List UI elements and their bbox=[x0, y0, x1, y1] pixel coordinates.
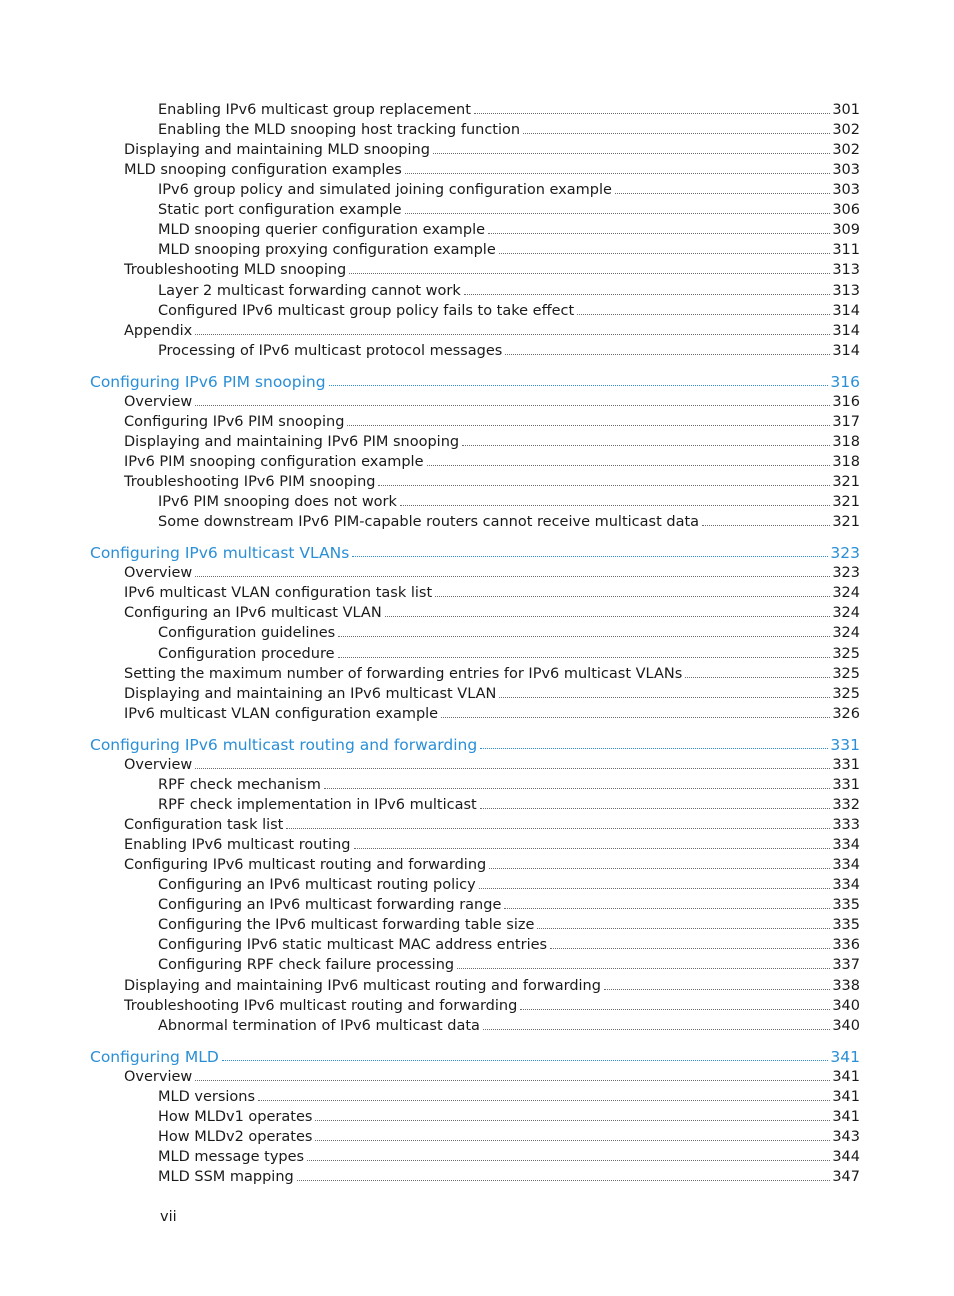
toc-entry-page: 347 bbox=[832, 1169, 860, 1185]
toc-entry-page: 323 bbox=[830, 544, 860, 562]
toc-entry-page: 331 bbox=[832, 757, 860, 773]
toc-entry-page: 336 bbox=[832, 937, 860, 953]
dot-leader bbox=[338, 636, 830, 637]
dot-leader bbox=[433, 153, 830, 154]
toc-entry-page: 341 bbox=[832, 1089, 860, 1105]
toc-entry-title: Troubleshooting IPv6 multicast routing and forwarding bbox=[124, 998, 518, 1014]
dot-leader bbox=[480, 748, 828, 749]
dot-leader bbox=[347, 425, 830, 426]
toc-entry-page: 333 bbox=[832, 817, 860, 833]
toc-entry-page: 306 bbox=[832, 202, 860, 218]
toc-entry-title: Displaying and maintaining IPv6 PIM snooping bbox=[124, 434, 460, 450]
toc-entry-page: 341 bbox=[832, 1109, 860, 1125]
toc-entry-title: Configuring the IPv6 multicast forwarding table size bbox=[158, 917, 535, 933]
toc-entry-title: How MLDv2 operates bbox=[158, 1129, 313, 1145]
toc-entry-title: How MLDv1 operates bbox=[158, 1109, 313, 1125]
toc-entry-title: Layer 2 multicast forwarding cannot work bbox=[158, 283, 461, 299]
toc-entry[interactable] bbox=[124, 413, 860, 431]
toc-entry-page: 332 bbox=[832, 797, 860, 813]
toc-entry[interactable] bbox=[158, 201, 860, 219]
dot-leader bbox=[324, 788, 830, 789]
dot-leader bbox=[195, 405, 830, 406]
toc-entry-page: 331 bbox=[830, 736, 860, 754]
toc-entry-page: 324 bbox=[832, 625, 860, 641]
dot-leader bbox=[405, 213, 831, 214]
toc-entry[interactable] bbox=[158, 896, 860, 914]
toc-entry-title: Configuring IPv6 static multicast MAC address entries bbox=[158, 937, 548, 953]
toc-entry[interactable] bbox=[124, 473, 860, 491]
toc-entry-page: 324 bbox=[832, 585, 860, 601]
toc-entry-title: Setting the maximum number of forwarding entries for IPv6 multicast VLANs bbox=[124, 666, 683, 682]
toc-entry-page: 343 bbox=[832, 1129, 860, 1145]
toc-entry[interactable] bbox=[158, 1017, 860, 1035]
dot-leader bbox=[352, 556, 828, 557]
toc-entry[interactable] bbox=[124, 141, 860, 159]
toc-entry[interactable] bbox=[158, 241, 860, 259]
toc-entry-page: 334 bbox=[832, 857, 860, 873]
toc-entry-title: IPv6 group policy and simulated joining configuration example bbox=[158, 182, 612, 198]
toc-entry-title: MLD versions bbox=[158, 1089, 256, 1105]
toc-entry-title: Configuration guidelines bbox=[158, 625, 336, 641]
toc-entry-title: Displaying and maintaining IPv6 multicast routing and forwarding bbox=[124, 978, 601, 994]
dot-leader bbox=[457, 968, 830, 969]
dot-leader bbox=[400, 505, 830, 506]
toc-entry[interactable] bbox=[158, 936, 860, 954]
toc-entry-page: 321 bbox=[832, 514, 860, 530]
dot-leader bbox=[354, 848, 831, 849]
dot-leader bbox=[338, 657, 831, 658]
toc-entry-title: Some downstream IPv6 PIM-capable routers cannot receive multicast data bbox=[158, 514, 700, 530]
dot-leader bbox=[577, 314, 830, 315]
toc-entry[interactable] bbox=[124, 816, 860, 834]
toc-entry[interactable] bbox=[158, 342, 860, 360]
toc-entry-page: 318 bbox=[832, 454, 860, 470]
toc-entry[interactable] bbox=[124, 856, 860, 874]
toc-entry[interactable] bbox=[158, 645, 860, 663]
toc-entry-page: 331 bbox=[832, 777, 860, 793]
toc-entry-page: 316 bbox=[832, 394, 860, 410]
dot-leader bbox=[195, 768, 830, 769]
toc-entry-title: IPv6 multicast VLAN configuration task list bbox=[124, 585, 433, 601]
dot-leader bbox=[222, 1060, 829, 1061]
toc-entry-page: 340 bbox=[832, 1018, 860, 1034]
toc-chapter-entry[interactable] bbox=[90, 1048, 860, 1066]
toc-entry[interactable] bbox=[158, 121, 860, 139]
dot-leader bbox=[474, 113, 830, 114]
toc-entry[interactable] bbox=[124, 564, 860, 582]
toc-entry-page: 325 bbox=[832, 686, 860, 702]
toc-entry-title: Overview bbox=[124, 757, 193, 773]
toc-entry[interactable] bbox=[124, 685, 860, 703]
toc-entry[interactable] bbox=[124, 997, 860, 1015]
toc-entry-title: IPv6 PIM snooping does not work bbox=[158, 494, 397, 510]
toc-entry-page: 325 bbox=[832, 666, 860, 682]
toc-entry-page: 317 bbox=[832, 414, 860, 430]
dot-leader bbox=[286, 828, 830, 829]
toc-entry[interactable] bbox=[158, 282, 860, 300]
toc-entry-page: 334 bbox=[832, 877, 860, 893]
toc-entry[interactable] bbox=[158, 1148, 860, 1166]
toc-entry-title: Configuring RPF check failure processing bbox=[158, 957, 455, 973]
toc-entry-title: Overview bbox=[124, 565, 193, 581]
toc-entry-title: Appendix bbox=[124, 323, 193, 339]
toc-entry[interactable] bbox=[158, 302, 860, 320]
dot-leader bbox=[258, 1100, 830, 1101]
dot-leader bbox=[441, 717, 830, 718]
toc-entry[interactable] bbox=[158, 1168, 860, 1186]
toc-entry[interactable] bbox=[124, 836, 860, 854]
toc-entry-page: 340 bbox=[832, 998, 860, 1014]
toc-entry[interactable] bbox=[158, 876, 860, 894]
page-number: vii bbox=[160, 1209, 177, 1225]
toc-entry[interactable] bbox=[158, 624, 860, 642]
dot-leader bbox=[479, 888, 831, 889]
dot-leader bbox=[480, 808, 831, 809]
toc-entry-page: 309 bbox=[832, 222, 860, 238]
toc-entry-page: 335 bbox=[832, 897, 860, 913]
toc-entry[interactable] bbox=[158, 1088, 860, 1106]
toc-entry-title: Static port configuration example bbox=[158, 202, 402, 218]
dot-leader bbox=[489, 868, 830, 869]
toc-entry-page: 311 bbox=[832, 242, 860, 258]
toc-entry[interactable] bbox=[158, 796, 860, 814]
toc-entry-page: 313 bbox=[832, 283, 860, 299]
toc-entry-title: Displaying and maintaining an IPv6 multicast VLAN bbox=[124, 686, 497, 702]
toc-entry-page: 326 bbox=[832, 706, 860, 722]
toc-entry-title: Troubleshooting MLD snooping bbox=[124, 262, 347, 278]
toc-entry-title: Configuration procedure bbox=[158, 646, 335, 662]
toc-entry-page: 323 bbox=[832, 565, 860, 581]
toc-entry-page: 321 bbox=[832, 474, 860, 490]
toc-entry[interactable] bbox=[158, 513, 860, 531]
toc-entry-page: 338 bbox=[832, 978, 860, 994]
toc-entry-title: MLD snooping proxying configuration example bbox=[158, 242, 496, 258]
toc-entry[interactable] bbox=[158, 956, 860, 974]
toc-entry-page: 325 bbox=[832, 646, 860, 662]
toc-entry[interactable] bbox=[124, 584, 860, 602]
toc-entry[interactable] bbox=[124, 453, 860, 471]
dot-leader bbox=[329, 385, 829, 386]
toc-entry[interactable] bbox=[158, 101, 860, 119]
toc-entry[interactable] bbox=[158, 1108, 860, 1126]
toc-entry[interactable] bbox=[124, 261, 860, 279]
toc-entry[interactable] bbox=[158, 221, 860, 239]
dot-leader bbox=[297, 1180, 831, 1181]
toc-entry-page: 341 bbox=[830, 1048, 860, 1066]
toc-entry-title: Configuring an IPv6 multicast forwarding range bbox=[158, 897, 502, 913]
toc-entry[interactable] bbox=[158, 1128, 860, 1146]
toc-entry-title: IPv6 PIM snooping configuration example bbox=[124, 454, 424, 470]
toc-entry-title: Enabling IPv6 multicast group replacement bbox=[158, 102, 471, 118]
toc-entry-title: Displaying and maintaining MLD snooping bbox=[124, 142, 430, 158]
toc-entry-page: 334 bbox=[832, 837, 860, 853]
toc-entry[interactable] bbox=[158, 916, 860, 934]
toc-entry-title: Processing of IPv6 multicast protocol messages bbox=[158, 343, 503, 359]
toc-entry-title: Overview bbox=[124, 394, 193, 410]
toc-entry-page: 344 bbox=[832, 1149, 860, 1165]
toc-entry-page: 318 bbox=[832, 434, 860, 450]
dot-leader bbox=[349, 273, 830, 274]
toc-entry-page: 341 bbox=[832, 1069, 860, 1085]
toc-entry[interactable] bbox=[124, 665, 860, 683]
toc-entry-page: 303 bbox=[832, 182, 860, 198]
toc-entry-title: Configuring MLD bbox=[90, 1048, 219, 1066]
dot-leader bbox=[523, 133, 830, 134]
toc-entry-title: Configuring an IPv6 multicast routing policy bbox=[158, 877, 476, 893]
toc-entry-title: Enabling the MLD snooping host tracking function bbox=[158, 122, 521, 138]
dot-leader bbox=[462, 445, 830, 446]
toc-entry-title: Configuring IPv6 PIM snooping bbox=[90, 373, 326, 391]
toc-entry-title: Configuring IPv6 PIM snooping bbox=[124, 414, 345, 430]
toc-entry-page: 302 bbox=[832, 142, 860, 158]
dot-leader bbox=[315, 1140, 830, 1141]
dot-leader bbox=[685, 677, 830, 678]
toc-entry-title: Configuring IPv6 multicast VLANs bbox=[90, 544, 350, 562]
toc-entry-title: Overview bbox=[124, 1069, 193, 1085]
toc-entry-title: Configuration task list bbox=[124, 817, 284, 833]
toc-entry[interactable] bbox=[124, 1068, 860, 1086]
toc-chapter-entry[interactable] bbox=[90, 544, 860, 562]
toc-entry[interactable] bbox=[124, 393, 860, 411]
toc-entry-page: 314 bbox=[832, 323, 860, 339]
toc-entry-page: 303 bbox=[832, 162, 860, 178]
dot-leader bbox=[537, 928, 830, 929]
dot-leader bbox=[427, 465, 831, 466]
dot-leader bbox=[385, 616, 831, 617]
dot-leader bbox=[499, 697, 830, 698]
toc-entry[interactable] bbox=[124, 977, 860, 995]
dot-leader bbox=[405, 173, 830, 174]
dot-leader bbox=[520, 1009, 830, 1010]
toc-entry[interactable] bbox=[124, 604, 860, 622]
toc-entry-title: RPF check mechanism bbox=[158, 777, 321, 793]
toc-entry[interactable] bbox=[124, 705, 860, 723]
dot-leader bbox=[488, 233, 830, 234]
toc-entry-title: IPv6 multicast VLAN configuration example bbox=[124, 706, 439, 722]
toc-entry-title: MLD SSM mapping bbox=[158, 1169, 294, 1185]
dot-leader bbox=[195, 334, 830, 335]
toc-entry-page: 314 bbox=[832, 303, 860, 319]
dot-leader bbox=[550, 948, 830, 949]
dot-leader bbox=[195, 1080, 830, 1081]
toc-entry[interactable] bbox=[124, 161, 860, 179]
toc-entry-page: 313 bbox=[832, 262, 860, 278]
toc-entry[interactable] bbox=[158, 493, 860, 511]
dot-leader bbox=[702, 525, 830, 526]
toc-entry-title: Troubleshooting IPv6 PIM snooping bbox=[124, 474, 376, 490]
toc-entry[interactable] bbox=[158, 776, 860, 794]
dot-leader bbox=[615, 193, 830, 194]
toc-entry-title: Configuring IPv6 multicast routing and forwarding bbox=[90, 736, 478, 754]
dot-leader bbox=[505, 354, 830, 355]
toc-entry-title: Configuring an IPv6 multicast VLAN bbox=[124, 605, 382, 621]
toc-entry-page: 316 bbox=[830, 373, 860, 391]
toc-entry-title: MLD snooping configuration examples bbox=[124, 162, 402, 178]
dot-leader bbox=[435, 596, 830, 597]
toc-chapter-entry[interactable] bbox=[90, 736, 860, 754]
toc-entry[interactable] bbox=[124, 433, 860, 451]
toc-entry-title: Enabling IPv6 multicast routing bbox=[124, 837, 351, 853]
toc-entry-page: 324 bbox=[832, 605, 860, 621]
toc-entry-page: 335 bbox=[832, 917, 860, 933]
dot-leader bbox=[195, 576, 830, 577]
toc-chapter-entry[interactable] bbox=[90, 373, 860, 391]
toc-entry-page: 337 bbox=[832, 957, 860, 973]
toc-entry-title: MLD message types bbox=[158, 1149, 305, 1165]
toc-entry-title: Configuring IPv6 multicast routing and forwarding bbox=[124, 857, 487, 873]
toc-entry[interactable] bbox=[124, 322, 860, 340]
toc-entry-page: 321 bbox=[832, 494, 860, 510]
dot-leader bbox=[315, 1120, 830, 1121]
toc-entry[interactable] bbox=[124, 756, 860, 774]
dot-leader bbox=[604, 989, 830, 990]
toc-entry-title: Abnormal termination of IPv6 multicast data bbox=[158, 1018, 480, 1034]
toc-entry[interactable] bbox=[158, 181, 860, 199]
toc-entry-title: RPF check implementation in IPv6 multicast bbox=[158, 797, 477, 813]
toc-entry-title: MLD snooping querier configuration example bbox=[158, 222, 486, 238]
dot-leader bbox=[504, 908, 830, 909]
toc-entry-title: Configured IPv6 multicast group policy fails to take effect bbox=[158, 303, 575, 319]
dot-leader bbox=[483, 1029, 830, 1030]
dot-leader bbox=[378, 485, 830, 486]
toc-entry-page: 314 bbox=[832, 343, 860, 359]
dot-leader bbox=[464, 294, 831, 295]
toc-entry-page: 301 bbox=[832, 102, 860, 118]
toc-entry-page: 302 bbox=[832, 122, 860, 138]
dot-leader bbox=[499, 253, 831, 254]
dot-leader bbox=[307, 1160, 830, 1161]
